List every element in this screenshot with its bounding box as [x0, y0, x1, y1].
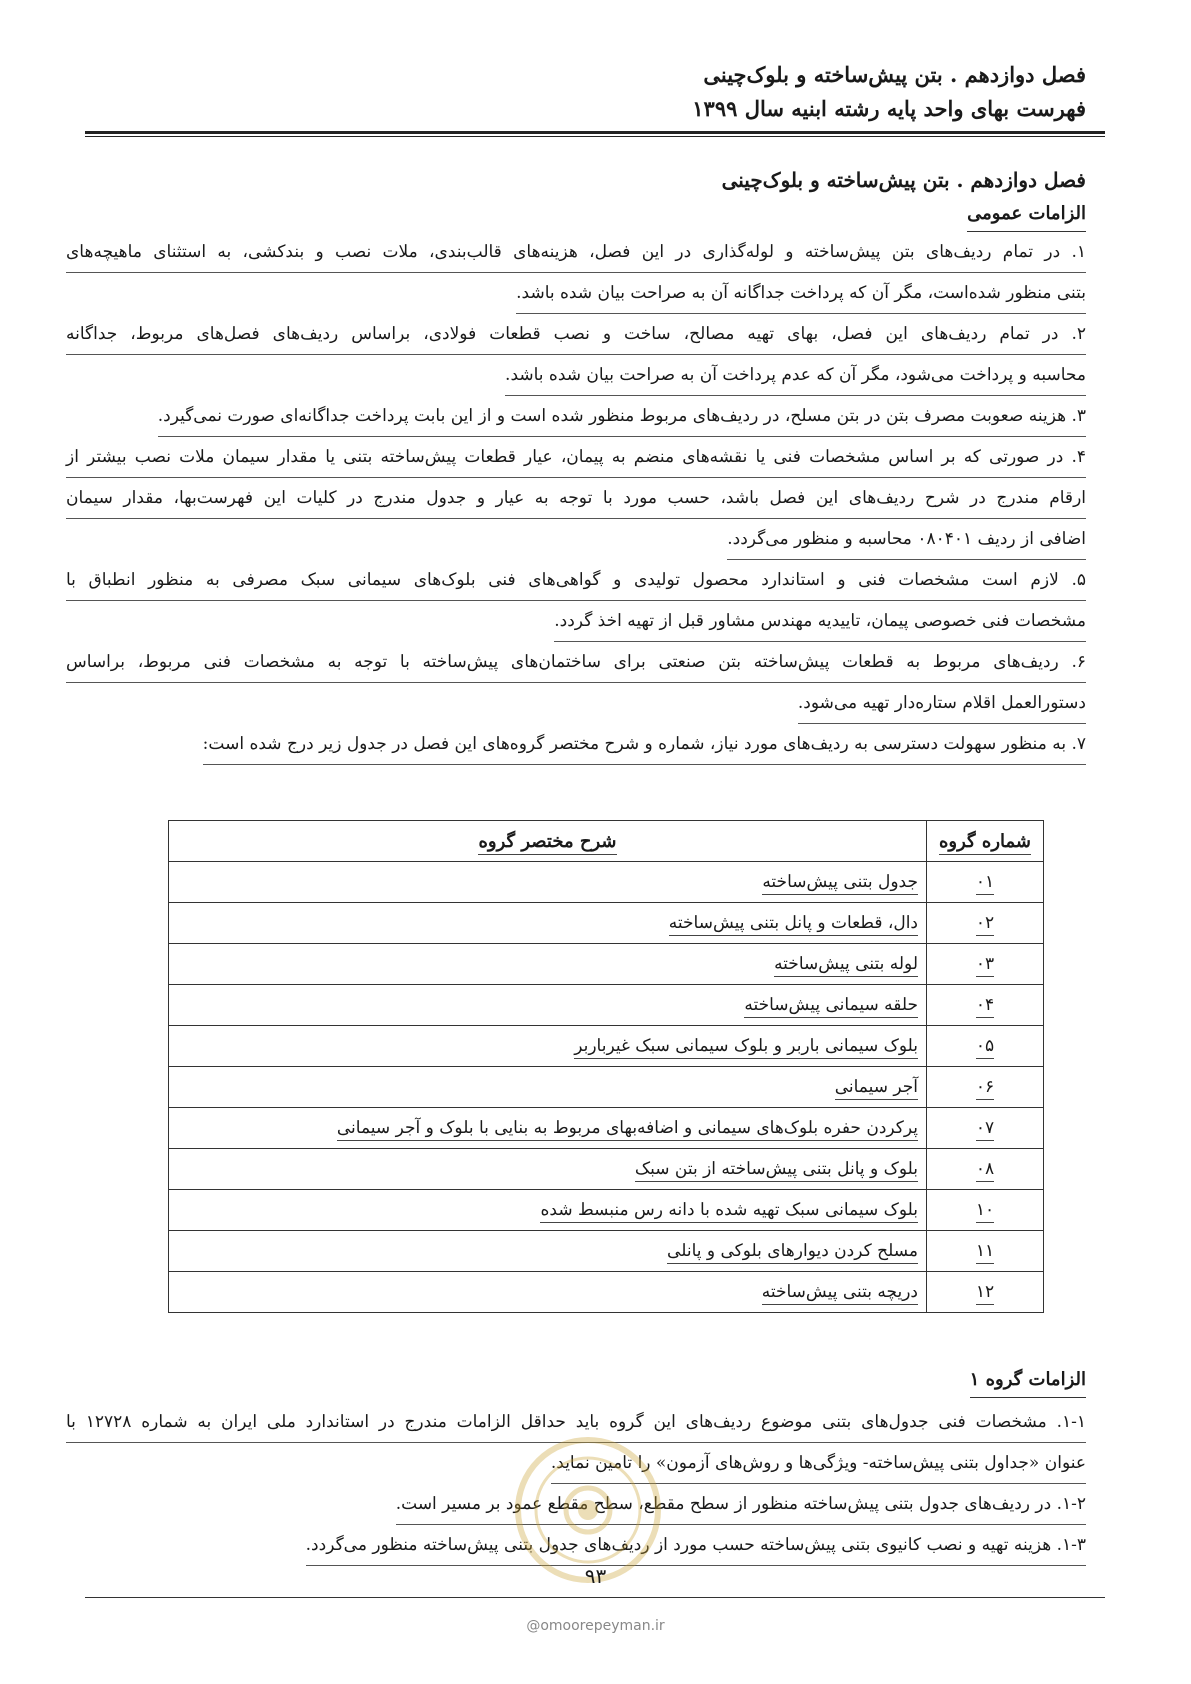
header-rule-thin [85, 136, 1105, 137]
group-description-cell [169, 862, 927, 903]
group-description-cell [169, 1231, 927, 1272]
group1-requirements-title: الزامات گروه ۱ [970, 1363, 1086, 1398]
group-number-cell [927, 903, 1044, 944]
groups-table [168, 820, 1044, 1313]
requirement-paragraph-line: ۶. ردیف‌های مربوط به قطعات پیش‌ساخته بتن صنعتی برای ساختمان‌های پیش‌ساخته با توجه به مشخصات فنی مربوط، براساس [66, 642, 1086, 683]
requirement-paragraph [66, 396, 1086, 437]
group-number: ۰۳ [976, 954, 994, 977]
group-number-cell [927, 985, 1044, 1026]
group-description-cell [169, 903, 927, 944]
group-description: بلوک سیمانی سبک تهیه شده با دانه رس منبسط شده [540, 1200, 918, 1223]
group-description-cell [169, 1067, 927, 1108]
requirement-paragraph [66, 642, 1086, 724]
group-description: بلوک و پانل بتنی پیش‌ساخته از بتن سبک [635, 1159, 918, 1182]
group-description: پرکردن حفره بلوک‌های سیمانی و اضافه‌بهای مربوط به بنایی با بلوک و آجر سیمانی [337, 1118, 918, 1141]
table-row [169, 1190, 1044, 1231]
column-header-group-description-label: شرح مختصر گروه [478, 831, 616, 855]
group-description: جدول بتنی پیش‌ساخته [762, 872, 918, 895]
group-number-cell [927, 1026, 1044, 1067]
requirement-paragraph-line: دستورالعمل اقلام ستاره‌دار تهیه می‌شود. [798, 683, 1086, 724]
group-description-cell [169, 985, 927, 1026]
group-description: حلقه سیمانی پیش‌ساخته [744, 995, 918, 1018]
table-row [169, 944, 1044, 985]
header-price-list-title: فهرست بهای واحد پایه رشته ابنیه سال ۱۳۹۹ [692, 96, 1086, 121]
group-number: ۰۱ [976, 872, 994, 895]
general-requirements-title: الزامات عمومی [967, 197, 1086, 232]
group1-paragraph-line: ۱-۱. مشخصات فنی جدول‌های بتنی موضوع ردیف‌های این گروه باید حداقل الزامات مندرج در استاندارد ملی ایران به شماره ۱۲۷۲۸ با [66, 1402, 1086, 1443]
group-number-cell [927, 862, 1044, 903]
requirement-paragraph [66, 437, 1086, 560]
group1-paragraph-line: ۱-۳. هزینه تهیه و نصب کانیوی بتنی پیش‌ساخته حسب مورد از ردیف‌های جدول بتنی پیش‌ساخته منظور می‌گردد. [306, 1525, 1086, 1566]
group-description: دریچه بتنی پیش‌ساخته [762, 1282, 918, 1305]
group-description-cell [169, 1026, 927, 1067]
table-row [169, 1149, 1044, 1190]
table-header-row [169, 821, 1044, 862]
requirement-paragraph [66, 314, 1086, 396]
header-chapter-title: فصل دوازدهم . بتن پیش‌ساخته و بلوک‌چینی [703, 62, 1086, 87]
group-number: ۱۱ [976, 1241, 994, 1264]
table-row [169, 862, 1044, 903]
requirement-paragraph-line: ۱. در تمام ردیف‌های بتن پیش‌ساخته و لوله‌گذاری در این فصل، هزینه‌های قالب‌بندی، ملات نصب و بندکشی، به استثنای ماهیچه‌های [66, 232, 1086, 273]
group-number-cell [927, 1067, 1044, 1108]
group-description-cell [169, 1149, 927, 1190]
requirement-paragraph-line: ۴. در صورتی که بر اساس مشخصات فنی یا نقشه‌های منضم به پیمان، عیار قطعات پیش‌ساخته بتنی یا مقدار سیمان ملات نصب بیشتر از [66, 437, 1086, 478]
table-row [169, 1026, 1044, 1067]
group-number: ۰۷ [976, 1118, 994, 1141]
requirement-paragraph-line: بتنی منظور شده‌است، مگر آن که پرداخت جداگانه آن به صراحت بیان شده باشد. [516, 273, 1086, 314]
column-header-group-number [927, 821, 1044, 862]
group-description-cell [169, 1190, 927, 1231]
group-description: مسلح کردن دیوارهای بلوکی و پانلی [667, 1241, 918, 1264]
group-number-cell [927, 1272, 1044, 1313]
table-row [169, 985, 1044, 1026]
column-header-group-number-label: شماره گروه [939, 831, 1031, 855]
requirement-paragraph-line: ۷. به منظور سهولت دسترسی به ردیف‌های مورد نیاز، شماره و شرح مختصر گروه‌های این فصل در جدول زیر درج شده است: [203, 724, 1086, 765]
requirement-paragraph [66, 724, 1086, 765]
header-rule-thick [85, 131, 1105, 134]
group-number: ۰۶ [976, 1077, 994, 1100]
requirement-paragraph-line: محاسبه و پرداخت می‌شود، مگر آن که عدم پرداخت آن به صراحت بیان شده باشد. [505, 355, 1086, 396]
group-number-cell [927, 1149, 1044, 1190]
group-description: دال، قطعات و پانل بتنی پیش‌ساخته [669, 913, 918, 936]
group-description: لوله بتنی پیش‌ساخته [774, 954, 918, 977]
group-description: آجر سیمانی [835, 1077, 918, 1100]
table-row [169, 1067, 1044, 1108]
requirement-paragraph-line: ۵. لازم است مشخصات فنی و استاندارد محصول تولیدی و گواهی‌های فنی بلوک‌های سیمانی سبک مصرفی به منظور انطباق با [66, 560, 1086, 601]
group-number: ۱۰ [976, 1200, 994, 1223]
general-paragraphs [66, 232, 1086, 765]
requirement-paragraph [66, 560, 1086, 642]
group1-paragraph-line: عنوان «جداول بتنی پیش‌ساخته- ویژگی‌ها و روش‌های آزمون» را تامین نماید. [551, 1443, 1086, 1484]
group-description-cell [169, 1108, 927, 1149]
group-number-cell [927, 1108, 1044, 1149]
group-number: ۰۲ [976, 913, 994, 936]
table-row [169, 1108, 1044, 1149]
requirement-paragraph-line: مشخصات فنی خصوصی پیمان، تاییدیه مهندس مشاور قبل از تهیه اخذ گردد. [554, 601, 1086, 642]
group-number: ۰۴ [976, 995, 994, 1018]
group-description-cell [169, 944, 927, 985]
section-title: فصل دوازدهم . بتن پیش‌ساخته و بلوک‌چینی [721, 168, 1086, 192]
requirement-paragraph-line: ۳. هزینه صعوبت مصرف بتن در بتن مسلح، در ردیف‌های مربوط منظور شده است و از این بابت پرداخت جداگانه‌ای صورت نمی‌گیرد. [158, 396, 1086, 437]
requirement-paragraph-line: ارقام مندرج در شرح ردیف‌های این فصل باشد، حسب مورد با توجه به عیار و جدول مندرج در کلیات این فهرست‌بها، مقدار سیمان [66, 478, 1086, 519]
table-row [169, 1272, 1044, 1313]
page-number: ۹۳ [584, 1564, 607, 1588]
general-requirements-section [66, 163, 1086, 765]
group-number: ۰۸ [976, 1159, 994, 1182]
table-row [169, 903, 1044, 944]
group-number: ۱۲ [976, 1282, 994, 1305]
requirement-paragraph-line: اضافی از ردیف ۰۸۰۴۰۱ محاسبه و منظور می‌گردد. [727, 519, 1086, 560]
group-number-cell [927, 1231, 1044, 1272]
group-description: بلوک سیمانی باربر و بلوک سیمانی سبک غیرباربر [574, 1036, 918, 1059]
column-header-group-description [169, 821, 927, 862]
group-number: ۰۵ [976, 1036, 994, 1059]
group1-paragraph-line: ۱-۲. در ردیف‌های جدول بتنی پیش‌ساخته منظور از سطح مقطع، سطح مقطع عمود بر مسیر است. [396, 1484, 1086, 1525]
requirement-paragraph-line: ۲. در تمام ردیف‌های این فصل، بهای تهیه مصالح، ساخت و نصب قطعات فولادی، براساس ردیف‌های فصل‌های مربوط، جداگانه [66, 314, 1086, 355]
watermark-text: @omoorepeyman.ir [526, 1618, 665, 1634]
group-description-cell [169, 1272, 927, 1313]
watermark-seal-icon [513, 1435, 663, 1585]
footer-rule [85, 1597, 1105, 1598]
group-number-cell [927, 944, 1044, 985]
page-header [101, 58, 1086, 126]
table-row [169, 1231, 1044, 1272]
group-number-cell [927, 1190, 1044, 1231]
requirement-paragraph [66, 232, 1086, 314]
